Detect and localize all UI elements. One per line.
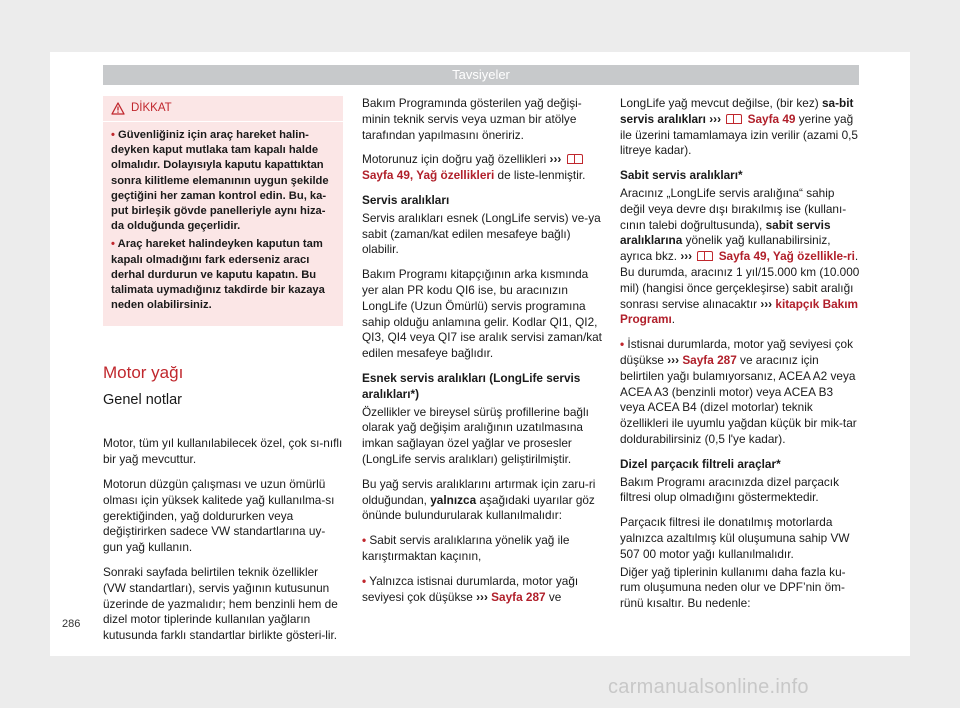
page-ref-link[interactable]: Sayfa 49, Yağ özellikleri bbox=[362, 168, 495, 183]
paragraph: Sonraki sayfada belirtilen teknik özellikler (VW standartları), servis yağının kutusunun üzerinde de yazmalıdır; hem benzinli hem de dizel motor tiplerinde kullanılan yağların kutusunda farklı standartlar birlikte gösteri-lir. bbox=[103, 565, 338, 643]
arrow-marker: ››› bbox=[476, 589, 488, 604]
subheading: Esnek servis aralıkları (LongLife servis aralıkları*) bbox=[362, 370, 581, 401]
paragraph: Motorun düzgün çalışması ve uzun ömürlü olması için yüksek kalitede yağ kullanılma-sı gerektiğinden, yağ doldururken veya değiştirirken sadece VW standartlarına uy-gun yağ kullanın. bbox=[103, 477, 335, 555]
arrow-marker: ››› bbox=[760, 296, 773, 311]
arrow-marker: ››› bbox=[667, 352, 680, 367]
paragraph: Bakım Programı kitapçığının arka kısmında yer alan PR kodu QI6 ise, bu aracınızın LongLife (Uzun Ömürlü) servis programına sahip olduğu anlamına gelir. Kodlar QI1, QI2, QI3, QI4 veya QI7 ise aralık servisi zaman/kat edilen mesafeye bağlıdır. bbox=[362, 267, 602, 361]
warning-item: • Güvenliğiniz için araç hareket halin-deyken kaput mutlaka tam kapalı halde olmalıdır. Dolayısıyla kaputu kapattıktan sonra kilitleme elemanının uygun şekilde geçtiğini her zaman kontrol edin. Bu, ka-put birleşik gövde panelleriyle aynı hiza-da olduğunda geçerlidir. bbox=[111, 129, 329, 233]
paragraph: Diğer yağ tiplerinin kullanımı daha fazla ku-rum oluşumuna neden olur ve DPF’nin öm-rünü kısaltır. Bu nedenle: bbox=[620, 564, 846, 611]
subheading: Sabit servis aralıkları* bbox=[620, 168, 743, 183]
bullet: • bbox=[362, 533, 367, 548]
list-item: • İstisnai durumlarda, motor yağ seviyesi çok düşükse ››› Sayfa 287 ve aracınız için belirtilen yağı bulamıyorsanız, ACEA A2 veya ACEA A3 (benzinli motor) veya ACEA B3 veya ACEA B4 (dizel motorlar) teknik özellikleri ile uyumlu yağdan küçük bir mik-tar doldurabilirsiniz (0,5 l'ye kadar). bbox=[620, 337, 857, 446]
paragraph: LongLife yağ mevcut değilse, (bir kez) sa-bit servis aralıkları ››› Sayfa 49 yerine yağ ile üzerini tamamlamaya izin verilir (azami 0,5 litreye kadar). bbox=[620, 96, 858, 158]
list-item: • Sabit servis aralıklarına yönelik yağ ile karıştırmaktan kaçının, bbox=[362, 533, 570, 563]
column-2 bbox=[362, 96, 602, 614]
list-item: • Yalnızca istisnai durumlarda, motor yağı seviyesi çok düşükse ››› Sayfa 287 ve bbox=[362, 573, 579, 604]
page-ref-link[interactable]: Sayfa 49, Yağ özellikle-ri bbox=[718, 249, 855, 264]
warning-label: DİKKAT bbox=[131, 101, 172, 114]
header-title: Tavsiyeler bbox=[452, 67, 510, 82]
paragraph: Bakım Programı aracınızda dizel parçacık filtresi olup olmadığını göstermektedir. bbox=[620, 474, 839, 505]
page-ref-link[interactable]: Sayfa 287 bbox=[682, 352, 737, 367]
page-ref-link[interactable]: kitapçık Bakım Programı bbox=[620, 296, 859, 327]
page-number: 286 bbox=[62, 618, 81, 630]
arrow-marker: ››› bbox=[549, 152, 562, 167]
subheading: Dizel parçacık filtreli araçlar* bbox=[620, 456, 781, 471]
warning-item: • Araç hareket halindeyken kaputun tam kapalı olmadığını fark ederseniz aracı derhal durdurun ve kaputu kapatın. Bu talimata uymadığınız takdirde bir kazaya neden olabilirsiniz. bbox=[111, 238, 325, 312]
column-3 bbox=[620, 96, 860, 621]
book-icon bbox=[726, 114, 742, 124]
header-bar bbox=[103, 65, 859, 85]
paragraph: Bu yağ servis aralıklarını artırmak için zaru-ri olduğundan, yalnızca aşağıdaki uyarılar göz önünde bulundurularak kullanılmalıdır: bbox=[362, 476, 596, 523]
column-1 bbox=[103, 96, 343, 653]
paragraph: Aracınız „LongLife servis aralığına“ sahip değil veya devre dışı bırakılmış ise (kullanı-cının talebi doğrultusunda), sabit servis aralıklarına yönelik yağ kullanabilirsiniz, ayrıca bkz. ››› Sayfa 49, Yağ özellikle-ri. Bu durumda, aracınız 1 yıl/15.000 km (10.000 mil) (hangisi önce gerçekleşirse) sabit aralığı sonrası servise alınacaktır ››› kitapçık Bakım Programı. bbox=[620, 185, 860, 327]
bullet: • bbox=[111, 238, 118, 251]
page-ref-link[interactable]: Sayfa 49 bbox=[747, 111, 796, 126]
arrow-marker: ››› bbox=[680, 249, 693, 264]
paragraph: Bakım Programında gösterilen yağ değişi-minin teknik servis veya uzman bir atölye tarafından yapılmasını öneririz. bbox=[362, 96, 582, 142]
paragraph: Motorunuz için doğru yağ özellikleri ››› Sayfa 49, Yağ özellikleri de liste-lenmiştir. bbox=[362, 152, 586, 183]
paragraph: Motor, tüm yıl kullanılabilecek özel, çok sı-nıflı bir yağ mevcuttur. bbox=[103, 436, 343, 467]
arrow-marker: ››› bbox=[709, 111, 722, 126]
section-subtitle: Genel notlar bbox=[103, 392, 182, 409]
subheading: Servis aralıkları bbox=[362, 192, 450, 207]
book-icon bbox=[567, 154, 583, 164]
warning-box bbox=[103, 96, 343, 326]
watermark: carmanualsonline.info bbox=[608, 676, 809, 698]
section-title: Motor yağı bbox=[103, 363, 184, 383]
bullet: • bbox=[620, 337, 625, 352]
bullet: • bbox=[362, 573, 367, 588]
warning-triangle-icon bbox=[111, 102, 125, 115]
book-icon bbox=[697, 251, 713, 261]
paragraph: Parçacık filtresi ile donatılmış motorlarda yalnızca azaltılmış kül oluşumuna sahip VW 507 00 motor yağı kullanılmalıdır. bbox=[620, 515, 850, 561]
paragraph: Özellikler ve bireysel sürüş profillerine bağlı olarak yağ değişim aralığının uzatılmasına imkan sağlayan özel yağlar ve prosesler (LongLife servis aralıkları) geliştirilmiştir. bbox=[362, 404, 589, 466]
paragraph: Servis aralıkları esnek (LongLife servis) ve-ya sabit (zaman/kat edilen mesafeye bağlı) olabilir. bbox=[362, 210, 601, 257]
page-ref-link[interactable]: Sayfa 287 bbox=[491, 589, 546, 604]
bullet: • bbox=[111, 129, 119, 141]
warning-header bbox=[103, 96, 343, 122]
